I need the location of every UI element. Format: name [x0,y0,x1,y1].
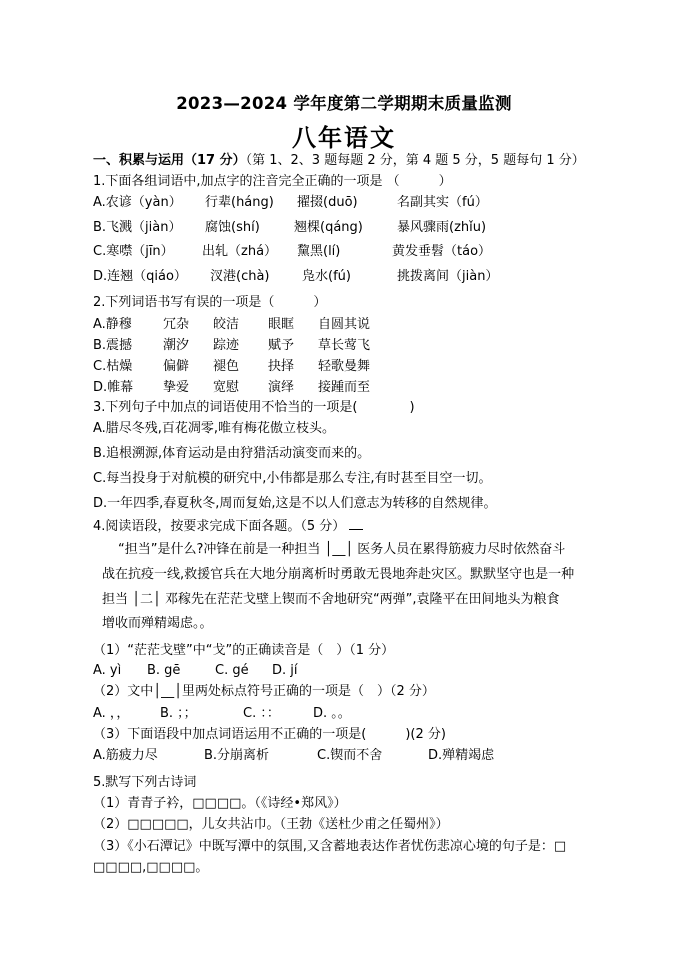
q1-c-1: C.寒噤（jīn） [93,244,174,259]
q3-option-c: C.每当投身于对航模的研究中,小伟都是那么专注,有时甚至目空一切。 [93,471,492,486]
q2-d-2: 挚爱 [163,380,190,395]
q4-sub2-option-c: C. ：： [243,706,280,721]
q3-option-d: D.一年四季,春夏秋冬,周而复始,这是不以人们意志为转移的自然规律。 [93,496,497,511]
q2-b-3: 踪迹 [213,338,240,353]
q4-sub1-option-c: C. gé [215,663,249,678]
q4-sub3-option-d: D.殚精竭虑 [428,748,495,763]
section-heading [93,152,585,170]
q4-sub3-option-c: C.锲而不舍 [317,748,383,763]
q2-a-1: A.静穆 [93,317,132,332]
q2-d-3: 宽慰 [213,380,240,395]
q5-stem: 5.默写下列古诗词 [93,775,197,790]
q4-para-text: “担当”是什么?冲锋在前是一种担当 [118,542,321,557]
q1-d-4: 挑拨离间（jiàn） [397,269,499,284]
q1-a-3: 擢掇(duō) [297,195,358,210]
q4-sub3-stem: （3）下面语段中加点词语运用不正确的一项是( )(2 分) [93,727,446,742]
exam-subtitle: 八年语文 [292,124,396,152]
q2-b-1: B.震撼 [93,338,133,353]
q4-sub3-option-b: B.分崩离析 [204,748,270,763]
q2-c-2: 偏僻 [163,359,190,374]
q2-a-3: 皎洁 [213,317,240,332]
q4-para-text: 医务人员在累得筋疲力尽时依然奋斗 [357,542,566,557]
q4-sub2-option-b: B. ；； [160,706,197,721]
q4-para-text: 邓稼先在茫茫戈壁上锲而不舍地研究“两弹”,袁隆平在田间地头为粮食 [164,592,560,607]
q4-stem [93,518,363,536]
q5-line3: （3）《小石潭记》中既写潭中的氛围,又含蓄地表达作者忧伤悲凉心境的句子是：□ [93,839,567,854]
q3-option-b: B.追根溯源,体育运动是由狩猎活动演变而来的。 [93,446,371,461]
q4-sub2-text: （2）文中 [93,684,154,699]
q1-d-2: 汊港(chà) [210,269,270,284]
q4-sub2-option-d: D. 。。 [313,706,351,721]
section-title: 一、积累与运用（17 分） [93,153,246,168]
q4-sub2-text: 里两处标点符号正确的一项是（ ）（2 分） [181,684,435,699]
q3-stem: 3.下列句子中加点的词语使用不恰当的一项是( ) [93,400,415,415]
q2-stem: 2.下列词语书写有误的一项是（ ） [93,295,327,310]
q2-b-4: 赋予 [268,338,295,353]
q2-d-5: 接踵而至 [318,380,371,395]
q4-sub1-option-d: D. jí [272,663,298,678]
q5-line4: □□□□,□□□□。 [93,860,209,875]
q1-b-1: B.飞溅（jiàn） [93,220,182,235]
q1-c-4: 黄发垂髫（táo） [392,244,492,259]
q2-c-5: 轻歌曼舞 [318,359,371,374]
q2-a-2: 冗杂 [163,317,190,332]
q1-c-2: 出轧（zhá） [202,244,278,259]
q4-para-line1: “担当”是什么?冲锋在前是一种担当 │__│ 医务人员在累得筋疲力尽时依然奋斗 [118,542,566,557]
q5-line1: （1）青青子衿，□□□□。（《诗经•郑风》） [93,796,347,811]
q1-a-2: 行辈(háng) [205,195,274,210]
answer-blank [349,529,363,530]
q2-a-4: 眼眶 [268,317,295,332]
q4-para-line4: 增收而殚精竭虑。。 [102,616,213,631]
q5-line2: （2）□□□□□，儿女共沾巾。（王勃《送杜少甫之任蜀州》） [93,817,449,832]
q4-para-text: 担当 [102,592,129,607]
q2-c-4: 抉择 [268,359,295,374]
q2-d-4: 演绎 [268,380,295,395]
q1-c-3: 黧黑(lí) [297,244,341,259]
q2-d-1: D.帷幕 [93,380,134,395]
q4-sub3-option-a: A.筋疲力尽 [93,748,158,763]
q4-sub1-option-b: B. gē [147,663,181,678]
q1-stem: 1.下面各组词语中,加点字的注音完全正确的一项是 （ ） [93,174,452,189]
q3-option-a: A.腊尽冬残,百花凋零,唯有梅花傲立枝头。 [93,421,336,436]
q4-sub2-stem: （2）文中│__│里两处标点符号正确的一项是（ ）（2 分） [93,684,435,699]
q2-c-3: 褪色 [213,359,240,374]
q4-sub1-option-a: A. yì [93,663,122,678]
q1-a-4: 名副其实（fú） [397,195,488,210]
q1-b-3: 翘棵(qáng) [294,220,363,235]
q4-stem-text: 4.阅读语段，按要求完成下面各题。（5 分） [93,519,346,534]
exam-title: 2023—2024 学年度第二学期期末质量监测 [176,94,512,113]
q1-d-1: D.连翘（qiáo） [93,269,187,284]
q2-c-1: C.枯燥 [93,359,133,374]
q4-para-line2: 战在抗疫一线,救援官兵在大地分崩离析时勇敢无畏地奔赴灾区。默默坚守也是一种 [102,567,575,582]
q2-a-5: 自圆其说 [318,317,371,332]
q4-sub2-option-a: A. ，， [93,706,130,721]
q1-a-1: A.农谚（yàn） [93,195,182,210]
q1-d-3: 凫水(fú) [302,269,351,284]
q1-b-2: 腐蚀(shí) [205,220,260,235]
q2-b-2: 潮汐 [163,338,190,353]
q1-b-4: 暴风骤雨(zhǐu) [397,220,487,235]
q2-b-5: 草长莺飞 [318,338,371,353]
q4-para-line3: 担当 │二│ 邓稼先在茫茫戈壁上锲而不舍地研究“两弹”,袁隆平在田间地头为粮食 [102,592,560,607]
section-note: （第 1、2、3 题每题 2 分，第 4 题 5 分，5 题每句 1 分） [245,153,585,168]
q4-sub1-stem: （1）“茫茫戈壁”中“戈”的正确读音是（ ）（1 分） [93,643,395,658]
